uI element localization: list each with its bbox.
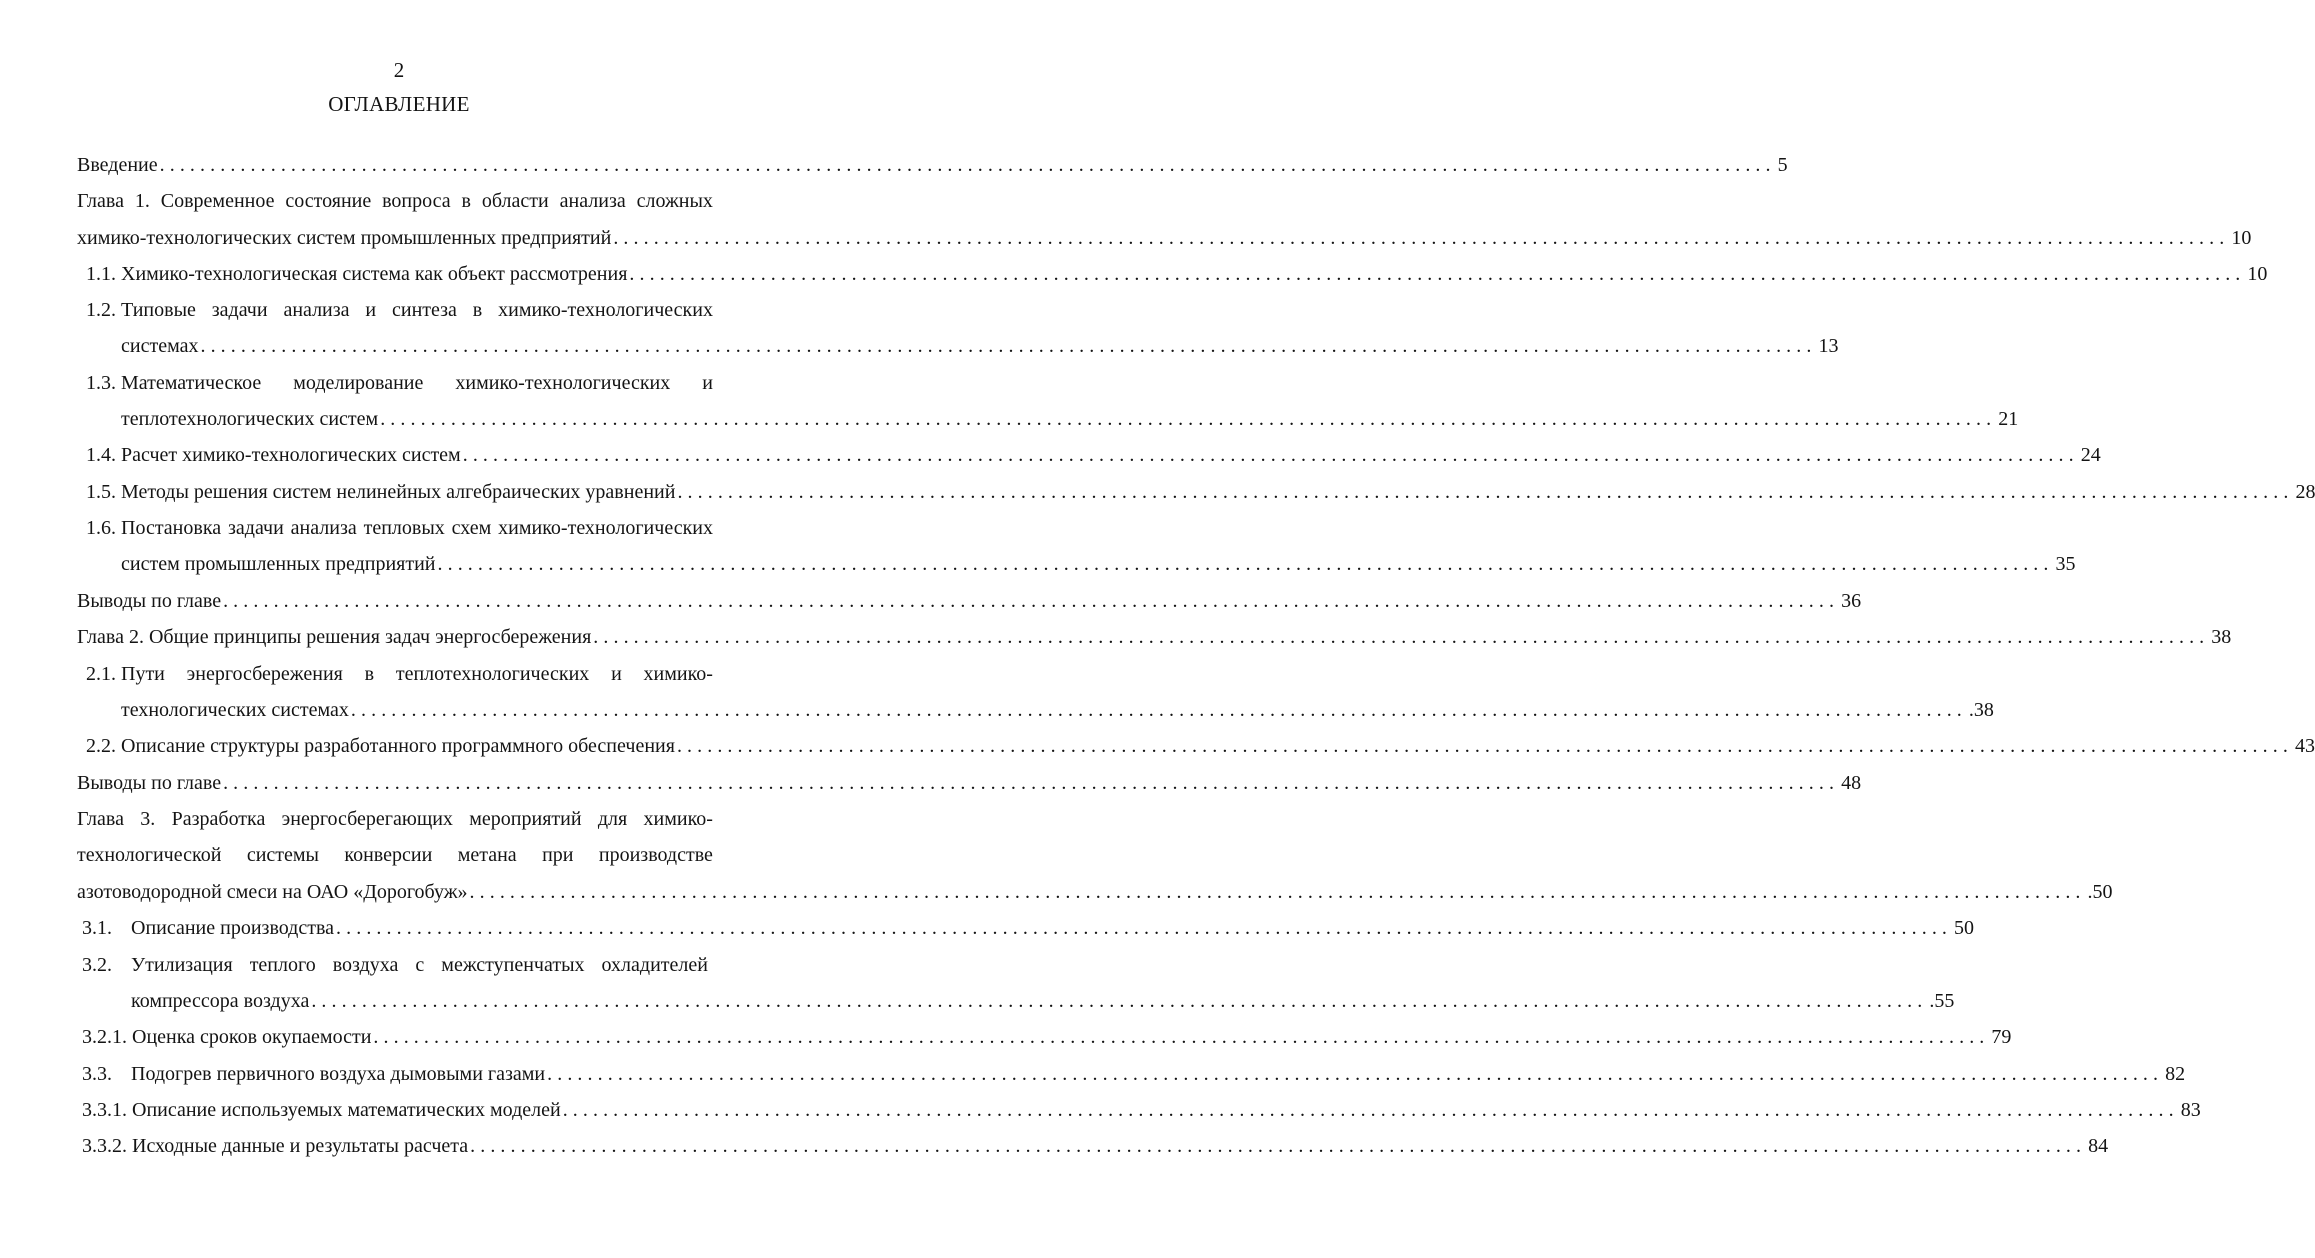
toc-entry-title: Расчет химико-технологических систем <box>121 444 461 466</box>
toc-word: Глава <box>77 808 124 830</box>
toc-section-number: 1.1. <box>86 263 116 285</box>
toc-section-number: 1.2. <box>86 299 116 321</box>
toc-section-number: 1.5. <box>86 481 116 503</box>
toc-entry-title: компрессора воздуха <box>131 990 310 1012</box>
toc-entry-title: 3.2.1. Оценка сроков окупаемости <box>82 1026 372 1048</box>
page-number: 2 <box>393 58 405 82</box>
toc-word: в <box>472 299 483 321</box>
toc-entry-1-6-cont[interactable] <box>121 550 2076 578</box>
toc-section-number: 1.3. <box>86 372 116 394</box>
toc-word: межступенчатых <box>441 954 585 976</box>
toc-word: тепловых <box>363 517 445 539</box>
toc-entry-page: 79 <box>1991 1026 2012 1048</box>
toc-entry-page: 10 <box>2247 263 2268 285</box>
toc-entry-conclusions-1[interactable] <box>77 587 1862 615</box>
toc-word: Разработка <box>171 808 266 830</box>
toc-entry-title: системах <box>121 335 199 357</box>
toc-entry-page: 13 <box>1818 335 1839 357</box>
toc-entry-1-2-cont[interactable] <box>121 332 1839 360</box>
dot-leader: ................................................................................................................................................................ <box>336 917 1953 939</box>
toc-entry-chapter-3-cont[interactable] <box>77 841 713 869</box>
toc-entry-title: Выводы по главе <box>77 590 222 612</box>
toc-word: схем <box>451 517 492 539</box>
toc-word: метана <box>457 844 517 866</box>
toc-word: при <box>542 844 574 866</box>
toc-word: анализа <box>290 517 357 539</box>
toc-word: системы <box>246 844 319 866</box>
toc-entry-1-5[interactable] <box>121 478 2315 506</box>
toc-entry-title: Химико-технологическая система как объект рассмотрения <box>121 263 628 285</box>
toc-word: Типовые <box>121 299 196 321</box>
toc-word: химико-технологических <box>455 372 671 394</box>
toc-word: Математическое <box>121 372 262 394</box>
toc-word: мероприятий <box>469 808 582 830</box>
toc-word: энергосберегающих <box>281 808 453 830</box>
toc-word: задачи <box>211 299 268 321</box>
toc-word: и <box>365 299 377 321</box>
toc-entry-page: 10 <box>2231 227 2252 249</box>
toc-word: Современное <box>160 190 275 212</box>
toc-section-number: 2.1. <box>86 663 116 685</box>
toc-word: химико- <box>643 808 713 830</box>
toc-word: технологической <box>77 844 222 866</box>
toc-entry-page: 28 <box>2295 481 2315 503</box>
toc-word: теплотехнологических <box>395 663 590 685</box>
toc-entry-chapter-3[interactable] <box>77 805 713 833</box>
toc-entry-title: Описание структуры разработанного программного обеспечения <box>121 735 675 757</box>
toc-entry-page: 82 <box>2165 1063 2186 1085</box>
toc-word: воздуха <box>332 954 399 976</box>
toc-entry-chapter-1[interactable] <box>77 187 713 215</box>
toc-entry-1-3[interactable] <box>121 369 713 397</box>
toc-entry-conclusions-2[interactable] <box>77 769 1862 797</box>
toc-entry-page: 84 <box>2088 1135 2109 1157</box>
toc-entry-1-4[interactable] <box>121 441 2101 469</box>
toc-entry-title: теплотехнологических систем <box>121 408 379 430</box>
toc-entry-page: 48 <box>1841 772 1862 794</box>
dot-leader: ................................................................................................................................................................ <box>676 735 2293 757</box>
toc-word: охладителей <box>601 954 708 976</box>
toc-word: химико- <box>643 663 713 685</box>
toc-entry-title: технологических системах <box>121 699 349 721</box>
toc-entry-1-2[interactable] <box>121 296 713 324</box>
toc-word: состояние <box>285 190 372 212</box>
toc-word: вопроса <box>382 190 451 212</box>
toc-word: теплого <box>249 954 316 976</box>
toc-word: химико-технологических <box>498 299 713 321</box>
toc-entry-page: .55 <box>1929 990 1955 1012</box>
toc-word: производстве <box>598 844 713 866</box>
page-title: ОГЛАВЛЕНИЕ <box>328 92 470 116</box>
dot-leader: ................................................................................................................................................................ <box>437 553 2054 575</box>
toc-word: химико-технологических <box>498 517 713 539</box>
toc-entry-page: .38 <box>1968 699 1994 721</box>
toc-entry-3-1[interactable] <box>131 914 1975 942</box>
toc-entry-title: химико-технологических систем промышленных предприятий <box>77 227 612 249</box>
toc-word: области <box>481 190 549 212</box>
toc-word: Глава <box>77 190 124 212</box>
toc-word: моделирование <box>293 372 424 394</box>
toc-word: задачи <box>227 517 284 539</box>
toc-entry-page: 50 <box>1954 917 1975 939</box>
dot-leader: ................................................................................................................................................................ <box>311 990 1928 1012</box>
toc-entry-page: 38 <box>2211 626 2232 648</box>
dot-leader: ................................................................................................................................................................ <box>200 335 1817 357</box>
dot-leader: ................................................................................................................................................................ <box>462 444 2079 466</box>
dot-leader: ................................................................................................................................................................ <box>373 1026 1990 1048</box>
toc-word: энергосбережения <box>186 663 343 685</box>
toc-word: и <box>702 372 713 394</box>
dot-leader: ................................................................................................................................................................ <box>469 881 2086 903</box>
toc-entry-title: Глава 2. Общие принципы решения задач энергосбережения <box>77 626 592 648</box>
toc-word: сложных <box>636 190 713 212</box>
dot-leader: ................................................................................................................................................................ <box>613 227 2230 249</box>
toc-entry-title: систем промышленных предприятий <box>121 553 436 575</box>
toc-section-number: 3.2. <box>82 954 112 976</box>
dot-leader: ................................................................................................................................................................ <box>470 1135 2087 1157</box>
toc-word: синтеза <box>391 299 457 321</box>
toc-entry-page: 36 <box>1841 590 1862 612</box>
dot-leader: ................................................................................................................................................................ <box>677 481 2294 503</box>
dot-leader: ................................................................................................................................................................ <box>223 772 1840 794</box>
toc-entry-title: Выводы по главе <box>77 772 222 794</box>
toc-word: анализа <box>283 299 350 321</box>
toc-entry-3-2-cont[interactable] <box>131 987 1955 1015</box>
toc-word: 3. <box>140 808 156 830</box>
toc-section-number: 3.1. <box>82 917 112 939</box>
toc-word: и <box>611 663 622 685</box>
toc-entry-3-3-1[interactable] <box>82 1096 2201 1124</box>
toc-entry-page: 5 <box>1777 154 1788 176</box>
dot-leader: ................................................................................................................................................................ <box>380 408 1997 430</box>
toc-word: Постановка <box>121 517 222 539</box>
toc-entry-chapter-3-cont2[interactable] <box>77 878 2113 906</box>
toc-entry-title: Подогрев первичного воздуха дымовыми газами <box>131 1063 546 1085</box>
toc-entry-3-2-1[interactable] <box>82 1023 2012 1051</box>
toc-entry-title: 3.3.2. Исходные данные и результаты расчета <box>82 1135 469 1157</box>
toc-entry-page: 21 <box>1998 408 2019 430</box>
toc-entry-3-2[interactable] <box>131 951 708 979</box>
toc-entry-1-3-cont[interactable] <box>121 405 2019 433</box>
toc-entry-2-1-cont[interactable] <box>121 696 1994 724</box>
toc-word: конверсии <box>344 844 433 866</box>
toc-word: с <box>415 954 425 976</box>
toc-word: анализа <box>559 190 626 212</box>
toc-entry-chapter-1-cont[interactable] <box>77 224 2252 252</box>
dot-leader: ................................................................................................................................................................ <box>547 1063 2164 1085</box>
toc-word: 1. <box>134 190 150 212</box>
toc-entry-title: 3.3.1. Описание используемых математических моделей <box>82 1099 561 1121</box>
toc-entry-1-6[interactable] <box>121 514 713 542</box>
toc-section-number: 1.6. <box>86 517 116 539</box>
toc-entry-page: 24 <box>2080 444 2101 466</box>
toc-word: для <box>597 808 628 830</box>
toc-word: в <box>461 190 471 212</box>
toc-section-number: 2.2. <box>86 735 116 757</box>
toc-entry-page: 83 <box>2180 1099 2201 1121</box>
toc-section-number: 1.4. <box>86 444 116 466</box>
dot-leader: ................................................................................................................................................................ <box>159 154 1776 176</box>
toc-entry-title: Введение <box>77 154 158 176</box>
dot-leader: ................................................................................................................................................................ <box>562 1099 2179 1121</box>
dot-leader: ................................................................................................................................................................ <box>223 590 1840 612</box>
toc-entry-3-3[interactable] <box>131 1060 2186 1088</box>
toc-entry-introduction[interactable] <box>77 151 1788 179</box>
toc-entry-page: 35 <box>2055 553 2076 575</box>
toc-entry-3-3-2[interactable] <box>82 1132 2109 1160</box>
dot-leader: ................................................................................................................................................................ <box>593 626 2210 648</box>
toc-word: в <box>364 663 375 685</box>
toc-entry-title: Описание производства <box>131 917 335 939</box>
toc-entry-page: .50 <box>2087 881 2113 903</box>
toc-entry-chapter-2[interactable] <box>77 623 2232 651</box>
dot-leader: ................................................................................................................................................................ <box>350 699 1967 721</box>
toc-entry-page: 43 <box>2294 735 2315 757</box>
toc-word: Утилизация <box>131 954 233 976</box>
toc-section-number: 3.3. <box>82 1063 112 1085</box>
dot-leader: ................................................................................................................................................................ <box>629 263 2246 285</box>
toc-entry-2-1[interactable] <box>121 660 713 688</box>
toc-word: Пути <box>121 663 165 685</box>
toc-entry-title: азотоводородной смеси на ОАО «Дорогобуж» <box>77 881 468 903</box>
toc-entry-title: Методы решения систем нелинейных алгебраических уравнений <box>121 481 676 503</box>
toc-entry-2-2[interactable] <box>121 732 2315 760</box>
toc-entry-1-1[interactable] <box>121 260 2268 288</box>
